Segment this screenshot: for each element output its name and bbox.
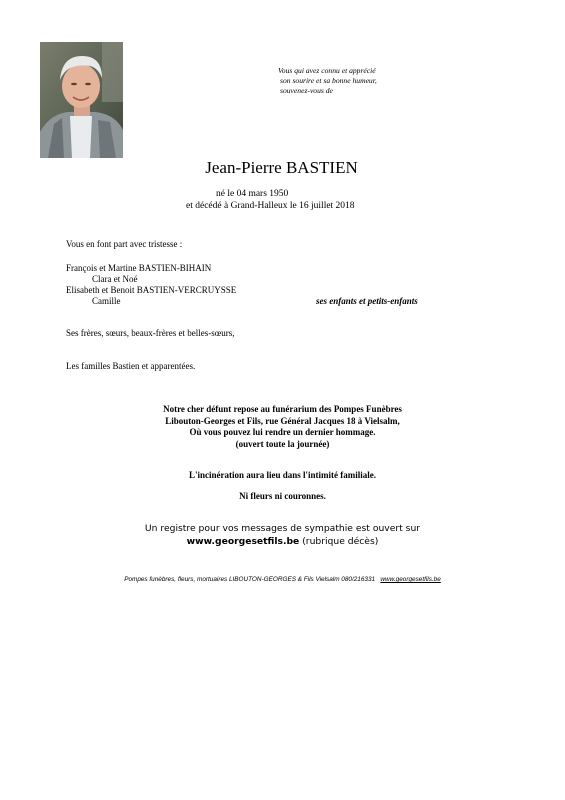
quote-line: souvenez-vous de bbox=[280, 86, 333, 95]
registry-link[interactable]: www.georgesetfils.be bbox=[186, 536, 300, 547]
portrait-image bbox=[40, 42, 123, 158]
sympathy-registry bbox=[0, 522, 565, 548]
footer-text: Pompes funèbres, fleurs, mortuaires LIBOUTON-GEORGES & Fils Vielsalm 080/216331 bbox=[124, 576, 376, 583]
notice-line: Notre cher défunt repose au funérarium des Pompes Funèbres bbox=[163, 404, 402, 414]
quote-line: son sourire et sa bonne humeur, bbox=[280, 76, 377, 85]
birth-death-dates bbox=[186, 188, 355, 212]
deceased-name: Jean-Pierre BASTIEN bbox=[205, 158, 358, 177]
death-date: et décédé à Grand-Halleux le 16 juillet 2018 bbox=[186, 201, 355, 211]
family-line: François et Martine BASTIEN-BIHAIN bbox=[66, 263, 212, 273]
quote-line: Vous qui avez connu et apprécié bbox=[278, 66, 376, 75]
footer bbox=[0, 576, 565, 583]
intro-text: Vous en font part avec tristesse : bbox=[66, 239, 183, 249]
family-relation-label: ses enfants et petits-enfants bbox=[316, 296, 418, 306]
families-text: Les familles Bastien et apparentées. bbox=[66, 361, 196, 371]
notice-line: (ouvert toute la journée) bbox=[235, 438, 330, 449]
memorial-quote bbox=[278, 66, 377, 96]
registry-link-line bbox=[0, 535, 565, 548]
family-line: Clara et Noé bbox=[92, 274, 138, 284]
registry-suffix: (rubrique décès) bbox=[299, 536, 379, 547]
notice-line: Où vous pouvez lui rendre un dernier hommage. bbox=[189, 427, 376, 437]
family-line: Elisabeth et Benoit BASTIEN-VERCRUYSSE bbox=[66, 285, 237, 295]
no-flowers-notice: Ni fleurs ni couronnes. bbox=[239, 491, 326, 501]
footer-link[interactable]: www.georgesetfils.be bbox=[380, 576, 441, 583]
portrait-photo bbox=[40, 42, 123, 158]
siblings-text: Ses frères, sœurs, beaux-frères et belles-sœurs, bbox=[66, 328, 235, 338]
funeral-home-notice bbox=[0, 404, 565, 450]
notice-line: Libouton-Georges et Fils, rue Général Jacques 18 à Vielsalm, bbox=[165, 415, 400, 426]
family-line: Camille bbox=[92, 296, 121, 306]
registry-text: Un registre pour vos messages de sympathie est ouvert sur bbox=[144, 523, 421, 534]
cremation-notice: L'incinération aura lieu dans l'intimité familiale. bbox=[188, 470, 376, 480]
birth-date: né le 04 mars 1950 bbox=[216, 189, 289, 199]
